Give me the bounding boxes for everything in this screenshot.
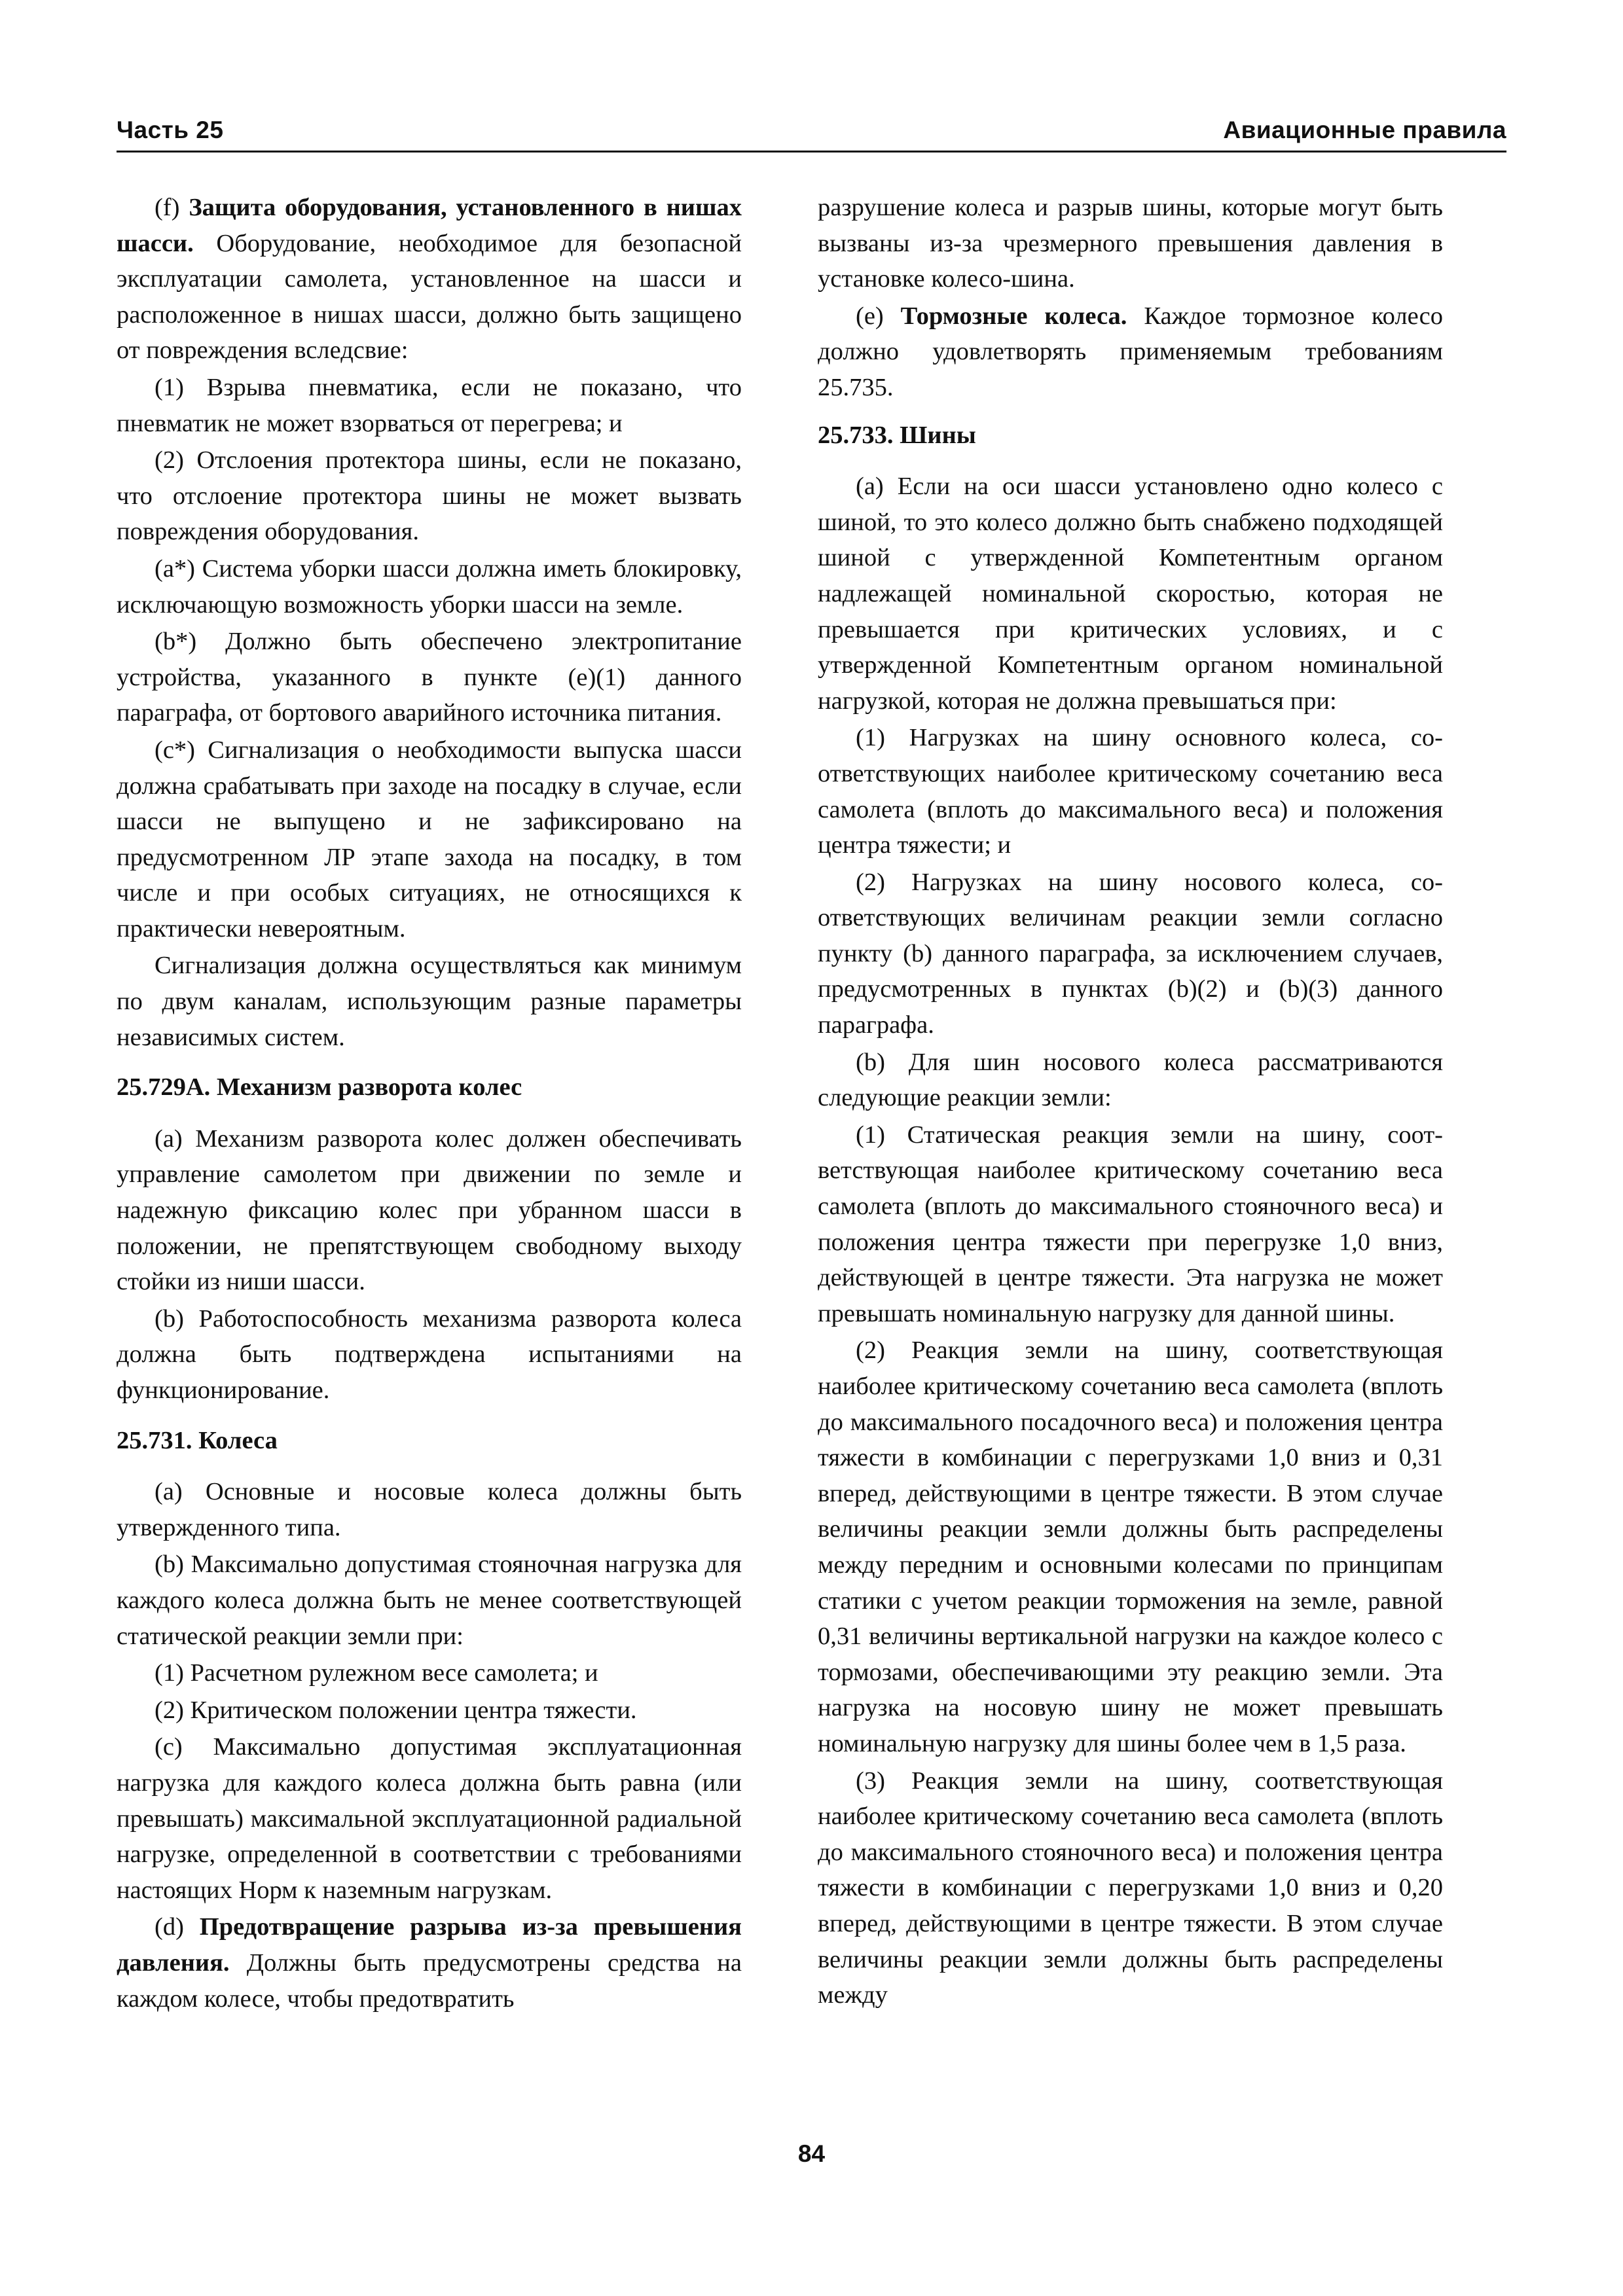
paragraph-f: (f) Защита оборудования, установленного в нишах шасси. Оборудование, необходимое для безопасной эксплуатации самолета, установленное на шасси и расположенное в нишах шасси, должно быть защищено от повреждения вследсвие:: [117, 194, 742, 365]
paragraph-733-a-2: (2) Нагрузках на шину носового колеса, соответствующих величинам реакции земли согласно пункту (b) данного параграфа, за исключением случаев, предусмотренных в пунктах (b)(2) и (b)(3) данного параграфа.: [818, 868, 1443, 1039]
right-column: [818, 190, 1443, 2015]
paragraph-f-1: (1) Взрыва пневматика, если не показано, что пневматик не может взорваться от перегрева; и: [117, 373, 742, 437]
paragraph-729a-b: (b) Работоспособность механизма разворота колеса должна быть подтверждена испытаниями на функционирование.: [117, 1304, 742, 1404]
page-number: 84: [797, 2140, 826, 2167]
section-heading-25-731: 25.731. Колеса: [117, 1426, 278, 1454]
paragraph-731-d-cont: разрушение колеса и разрыв шины, которые могут быть вызваны из-за чрезмерного превышения давления в установке колесо-шина.: [818, 194, 1443, 293]
paragraph-c-star: (c*) Сигнализация о необходимости выпуска шасси должна срабатывать при заходе на посадку в случае, если шасси не выпущено и не зафиксировано на предусмотренном ЛР этапе захода на посадку, в том числе и при особых ситуациях, не относящихся к практически невероятным.: [117, 736, 742, 942]
running-header: [117, 110, 1506, 152]
header-part-label: Часть 25: [117, 117, 224, 143]
paragraph-f-heading: Защита оборудования, установленного в нишах шасси.: [117, 194, 742, 257]
paragraph-731-d: (d) Предотвращение разрыва из-за превышения давления. Должны быть предусмотрены средства на каждом колесе, чтобы предотвратить: [117, 1913, 742, 2013]
paragraph-733-a-1: (1) Нагрузках на шину основного колеса, соответствующих наиболее критическому сочетанию веса самолета (вплоть до максимального веса) и положения центра тяжести; и: [818, 724, 1443, 859]
paragraph-733-b-1: (1) Статическая реакция земли на шину, соответствующая наиболее критическому сочетанию веса самолета (вплоть до максимального стояночного веса) и положения центра тяжести при перегрузке 1,0 вниз, действующей в центре тяжести. Эта нагрузка не может превышать номинальную нагрузку для данной шины.: [818, 1121, 1443, 1327]
paragraph-731-b: (b) Максимально допустимая стояночная нагрузка для каждого колеса должна быть не менее соответствующей статической реакции земли при:: [117, 1551, 742, 1650]
paragraph-731-d-heading: Предотвращение разрыва из-за превышения давления.: [117, 1913, 742, 1977]
paragraph-731-e-heading: Тормозные колеса.: [900, 302, 1127, 330]
paragraph-731-a: (a) Основные и носовые колеса должны быть утвержденного типа.: [117, 1478, 742, 1541]
paragraph-733-b: (b) Для шин носового колеса рассматриваются следующие реакции земли:: [818, 1048, 1443, 1112]
paragraph-f-2: (2) Отслоения протектора шины, если не показано, что отслоение протектора шины не может вызвать повреждения оборудования.: [117, 446, 742, 546]
paragraph-729a-a: (a) Механизм разворота колес должен обеспечивать управление самолетом при движении по земле и надежную фиксацию колес при убранном шасси в положении, не препятствующем свободному выходу стойки из ниши шасси.: [117, 1124, 742, 1296]
section-heading-25-733: 25.733. Шины: [818, 421, 976, 449]
paragraph-731-b-2: (2) Критическом положении центра тяжести.: [155, 1696, 637, 1724]
paragraph-a-star: (a*) Система уборки шасси должна иметь блокировку, исключающую возможность уборки шасси на земле.: [117, 554, 742, 619]
header-title: Авиационные правила: [1223, 117, 1506, 143]
paragraph-signal: Сигнализация должна осуществляться как минимум по двум каналам, использующим разные параметры независимых систем.: [117, 952, 742, 1051]
paragraph-733-b-2: (2) Реакция земли на шину, соответствующая наиболее критическому сочетанию веса самолета (вплоть до максимального посадочного веса) и положения центра тяжести в комбинации с перегрузками 1,0 вниз и 0,31 вперед, действующими в центре тяжести. В этом случае величины реакции земли должны быть распределены между передним и основными колесами по принципам статики с учетом реакции торможения на земле, равной 0,31 величины вертикальной нагрузки на каждое колесо с тормозами, обеспечивающими эту реакцию земли. Эта нагрузка на носовую шину не может превышать номинальную нагрузку для шины более чем в 1,5 раза.: [818, 1336, 1443, 1757]
paragraph-731-c: (c) Максимально допустимая эксплуатационная нагрузка для каждого колеса должна быть равна (или превышать) максимальной эксплуатационной радиальной нагрузке, определенной в соответствии с требованиями настоящих Норм к наземным нагрузкам.: [117, 1733, 742, 1904]
paragraph-731-e: (e) Тормозные колеса. Каждое тормозное колесо должно удовлетворять применяемым требованиям 25.735.: [818, 302, 1443, 401]
paragraph-b-star: (b*) Должно быть обеспечено электропитание устройства, указанного в пункте (e)(1) данного параграфа, от бортового аварийного источника питания.: [117, 628, 742, 727]
paragraph-733-b-3: (3) Реакция земли на шину, соответствующая наиболее критическому сочетанию веса самолета (вплоть до максимального стояночного веса) и положения центра тяжести в комбинации с перегрузками 1,0 вниз и 0,20 вперед, действующими в центре тяжести. В этом случае величины реакции земли должны быть распределены между: [818, 1767, 1443, 2009]
section-heading-25-729a: 25.729А. Механизм разворота колес: [117, 1073, 522, 1102]
paragraph-733-a: (a) Если на оси шасси установлено одно колесо с шиной, то это колесо должно быть снабжено подходящей шиной с утвержденной Компетентным органом надлежащей номинальной скоростью, которая не превышается при критических условиях, и с утвержденной Компетентным органом номинальной нагрузкой, которая не должна превышаться при:: [818, 473, 1443, 715]
paragraph-731-b-1: (1) Расчетном рулежном весе самолета; и: [155, 1659, 598, 1687]
left-column: [117, 190, 742, 2018]
